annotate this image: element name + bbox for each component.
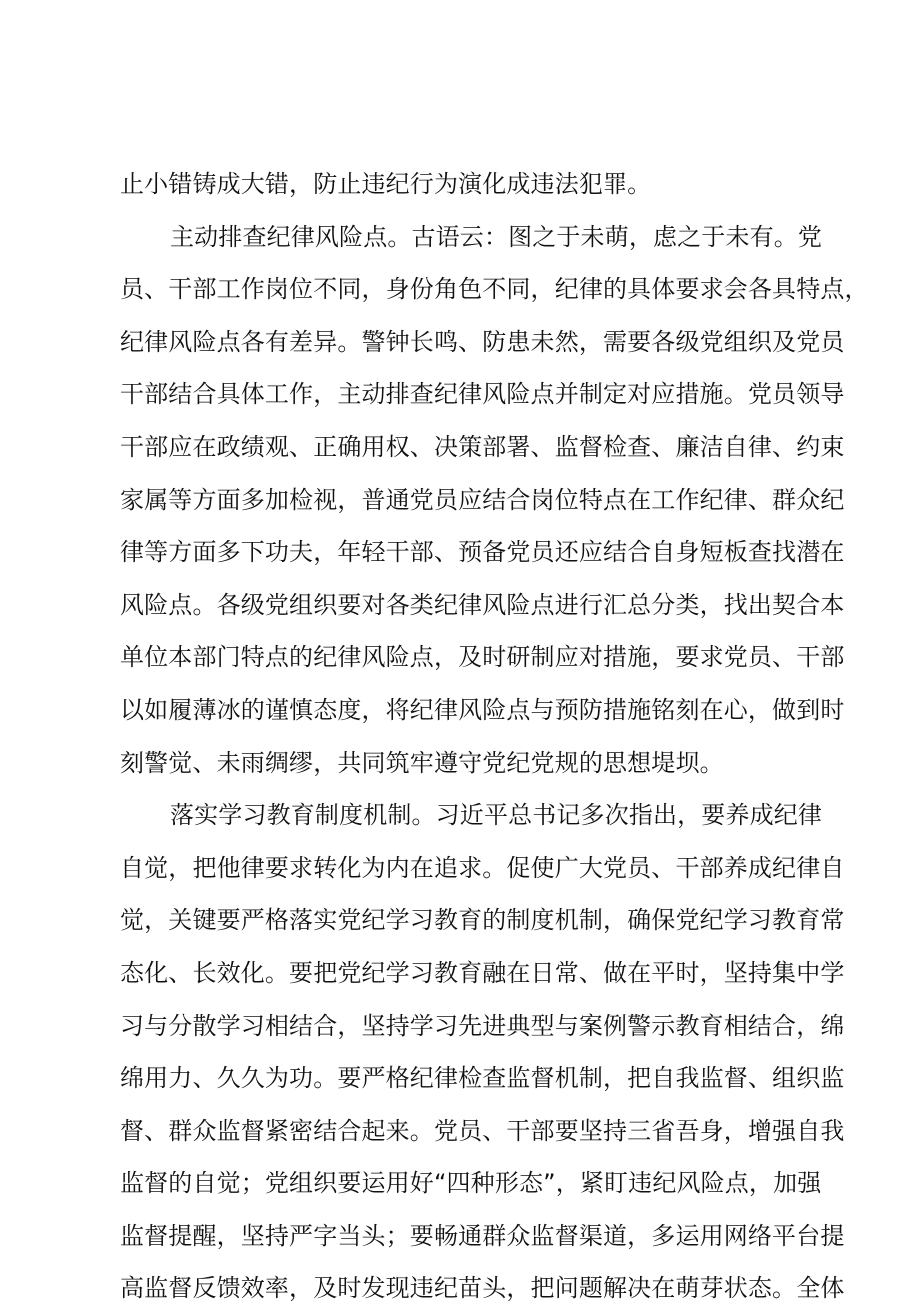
text-line: 高监督反馈效率，及时发现违纪苗头，把问题解决在萌芽状态。全体 <box>120 1274 845 1303</box>
text-line: 干部结合具体工作，主动排查纪律风险点并制定对应措施。党员领导 <box>120 380 845 409</box>
text-line: 单位本部门特点的纪律风险点，及时研制应对措施，要求党员、干部 <box>120 643 845 672</box>
body-text <box>120 158 869 1315</box>
text-line: 以如履薄冰的谨慎态度，将纪律风险点与预防措施铭刻在心，做到时 <box>120 695 845 724</box>
text-line: 律等方面多下功夫，年轻干部、预备党员还应结合自身短板查找潜在 <box>120 538 845 567</box>
text-line: 绵用力、久久为功。要严格纪律检查监督机制，把自我监督、组织监 <box>120 1064 845 1093</box>
text-line: 监督提醒，坚持严字当头；要畅通群众监督渠道，多运用网络平台提 <box>120 1221 845 1250</box>
text-line: 监督的自觉；党组织要运用好“四种形态”，紧盯违纪风险点，加强 <box>120 1169 822 1198</box>
text-line: 觉，关键要严格落实党纪学习教育的制度机制，确保党纪学习教育常 <box>120 906 845 935</box>
text-line: 习与分散学习相结合，坚持学习先进典型与案例警示教育相结合，绵 <box>120 1011 845 1040</box>
text-line: 督、群众监督紧密结合起来。党员、干部要坚持三省吾身，增强自我 <box>120 1116 845 1145</box>
text-line: 家属等方面多加检视，普通党员应结合岗位特点在工作纪律、群众纪 <box>120 485 845 514</box>
text-line: 风险点。各级党组织要对各类纪律风险点进行汇总分类，找出契合本 <box>120 590 845 619</box>
text-line: 纪律风险点各有差异。警钟长鸣、防患未然，需要各级党组织及党员 <box>120 327 845 356</box>
text-line: 员、干部工作岗位不同，身份角色不同，纪律的具体要求会各具特点， <box>120 275 869 304</box>
text-line: 态化、长效化。要把党纪学习教育融在日常、做在平时，坚持集中学 <box>120 958 845 987</box>
paragraph-start-line: 落实学习教育制度机制。习近平总书记多次指出，要养成纪律 <box>170 801 823 830</box>
text-line: 自觉，把他律要求转化为内在追求。促使广大党员、干部养成纪律自 <box>120 853 845 882</box>
text-line: 刻警觉、未雨绸缪，共同筑牢遵守党纪党规的思想堤坝。 <box>120 748 724 777</box>
text-line: 干部应在政绩观、正确用权、决策部署、监督检查、廉洁自律、约束 <box>120 432 845 461</box>
paragraph-start-line: 主动排查纪律风险点。古语云：图之于未萌，虑之于未有。党 <box>170 222 823 251</box>
text-line: 止小错铸成大错，防止违纪行为演化成违法犯罪。 <box>120 170 652 198</box>
